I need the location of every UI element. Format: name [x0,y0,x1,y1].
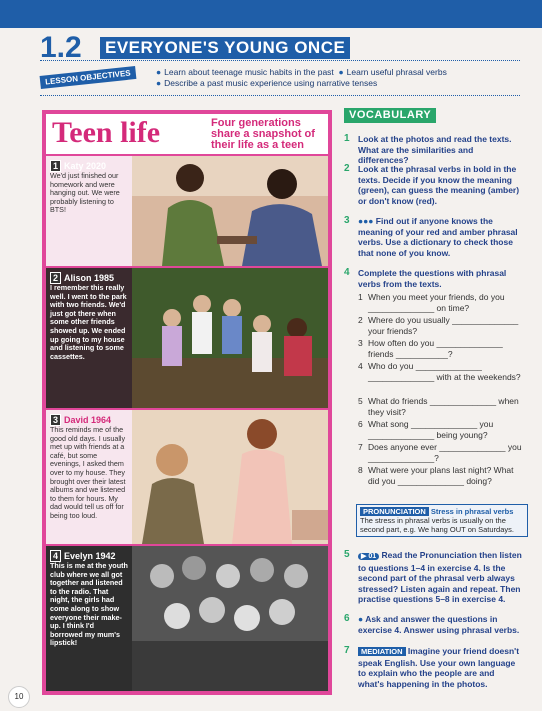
photo-alison [132,268,328,408]
page-number: 10 [8,686,30,708]
panel-alison [46,268,328,408]
vocabulary-section [344,108,522,689]
divider [40,60,520,61]
article-subtitle: Four generations share a snapshot of their life as a teen [211,117,315,151]
question-item: 2 Where do you usually ______________ your friends? [358,315,519,336]
panel-evelyn [46,546,328,691]
pronunciation-tag: PRONUNCIATION [360,507,429,516]
objective-item: ● Learn about teenage music habits in the past ● Learn useful phrasal verbs [156,67,447,77]
exercise-2: 2 Look at the phrasal verbs in bold in the texts. Decide if you know the meaning (green), can guess the meaning (amber) or don't know (red). [344,163,520,206]
exercise-4: 4 Complete the questions with phrasal verbs from the texts. [344,267,507,289]
pronunciation-box [356,504,528,537]
panel-text: We'd just finished our homework and were hanging out. We were probably listening to BTS! [50,171,120,215]
divider [40,95,520,96]
panel-text: I remember this really well. I went to the park with two friends. We'd just got there when some other friends showed up. We ended up going to my house and listening to some cassettes. [50,283,127,361]
panel-katy [46,156,328,266]
question-item: 4 Who do you ______________ ______________ with at the weekends? [358,361,521,382]
question-item: 8 What were your plans last night? What did you ______________ doing? [358,465,514,486]
panel-david [46,410,328,544]
article-title: Teen life [52,116,161,149]
photo-david [132,410,328,544]
objectives-list [156,67,447,89]
speech-bubble-icon: ● [358,614,366,624]
objectives-tag: LESSON OBJECTIVES [40,66,137,89]
panel-text: This is me at the youth club where we all got together and listened to the radio. That night, the girls had come along to show everyone their make-up. I think I'd borrowed my mum's lipstick! [50,561,128,648]
vocabulary-heading: VOCABULARY [344,108,436,123]
article-header [46,114,328,154]
objective-item: ● Describe a past music experience using narrative tenses [156,78,378,88]
top-band [0,0,542,28]
pronunciation-title: Stress in phrasal verbs [430,507,514,516]
mediation-tag: MEDIATION [358,647,406,656]
question-item: 3 How often do you ______________ friends ___________? [358,338,503,359]
question-item: 6 What song ______________ you ______________ being young? [358,419,494,440]
panel-label: 2 Alison 1985 [50,272,114,284]
exercise-6: 6 ● Ask and answer the questions in exercise 4. Answer using phrasal verbs. [344,613,520,635]
exercise-3: 3 ●●● Find out if anyone knows the meaning of your red and amber phrasal verbs. Use a dictionary to check those that none of you know. [344,215,518,258]
panel-text: This reminds me of the good old days. I usually met up with friends at a café, but some evenings, I asked them over to my house. They brought over their latest albums and we listened to them for hours. My dad would tell us off for being too loud. [50,425,126,520]
lesson-number: 1.2 [40,31,82,64]
exercise-7: 7 MEDIATION Imagine your friend doesn't speak English. Use your own language to explain who the people are and what's happening in the photos. [344,645,520,689]
pronunciation-text: The stress in phrasal verbs is usually on the second part, e.g. We hang OUT on Saturdays. [360,516,514,534]
photo-evelyn [132,546,328,691]
question-item: 5 What do friends ______________ when they visit? [358,396,519,417]
question-item: 1 When you meet your friends, do you ______________ on time? [358,292,505,313]
panel-label: 1 Katy 2020 [50,160,106,172]
panel-label: 4 Evelyn 1942 [50,550,116,562]
teen-life-article [42,110,332,695]
panel-label: 3 David 1964 [50,414,111,426]
audio-icon[interactable]: ▶ 01 [358,553,379,560]
lesson-title: EVERYONE'S YOUNG ONCE [100,37,350,59]
question-item: 7 Does anyone ever ______________ you ______________? [358,442,522,463]
exercise-1: 1 Look at the photos and read the texts. What are the similarities and differences? [344,133,512,165]
group-icon: ●●● [358,216,376,226]
photo-katy [132,156,328,266]
exercise-5: 5 ▶ 01 Read the Pronunciation then listen to questions 1–4 in exercise 4. Is the second part of the phrasal verb always stressed? Listen again and repeat. Then practise questions 5–8 in exercise 4. [344,549,522,604]
